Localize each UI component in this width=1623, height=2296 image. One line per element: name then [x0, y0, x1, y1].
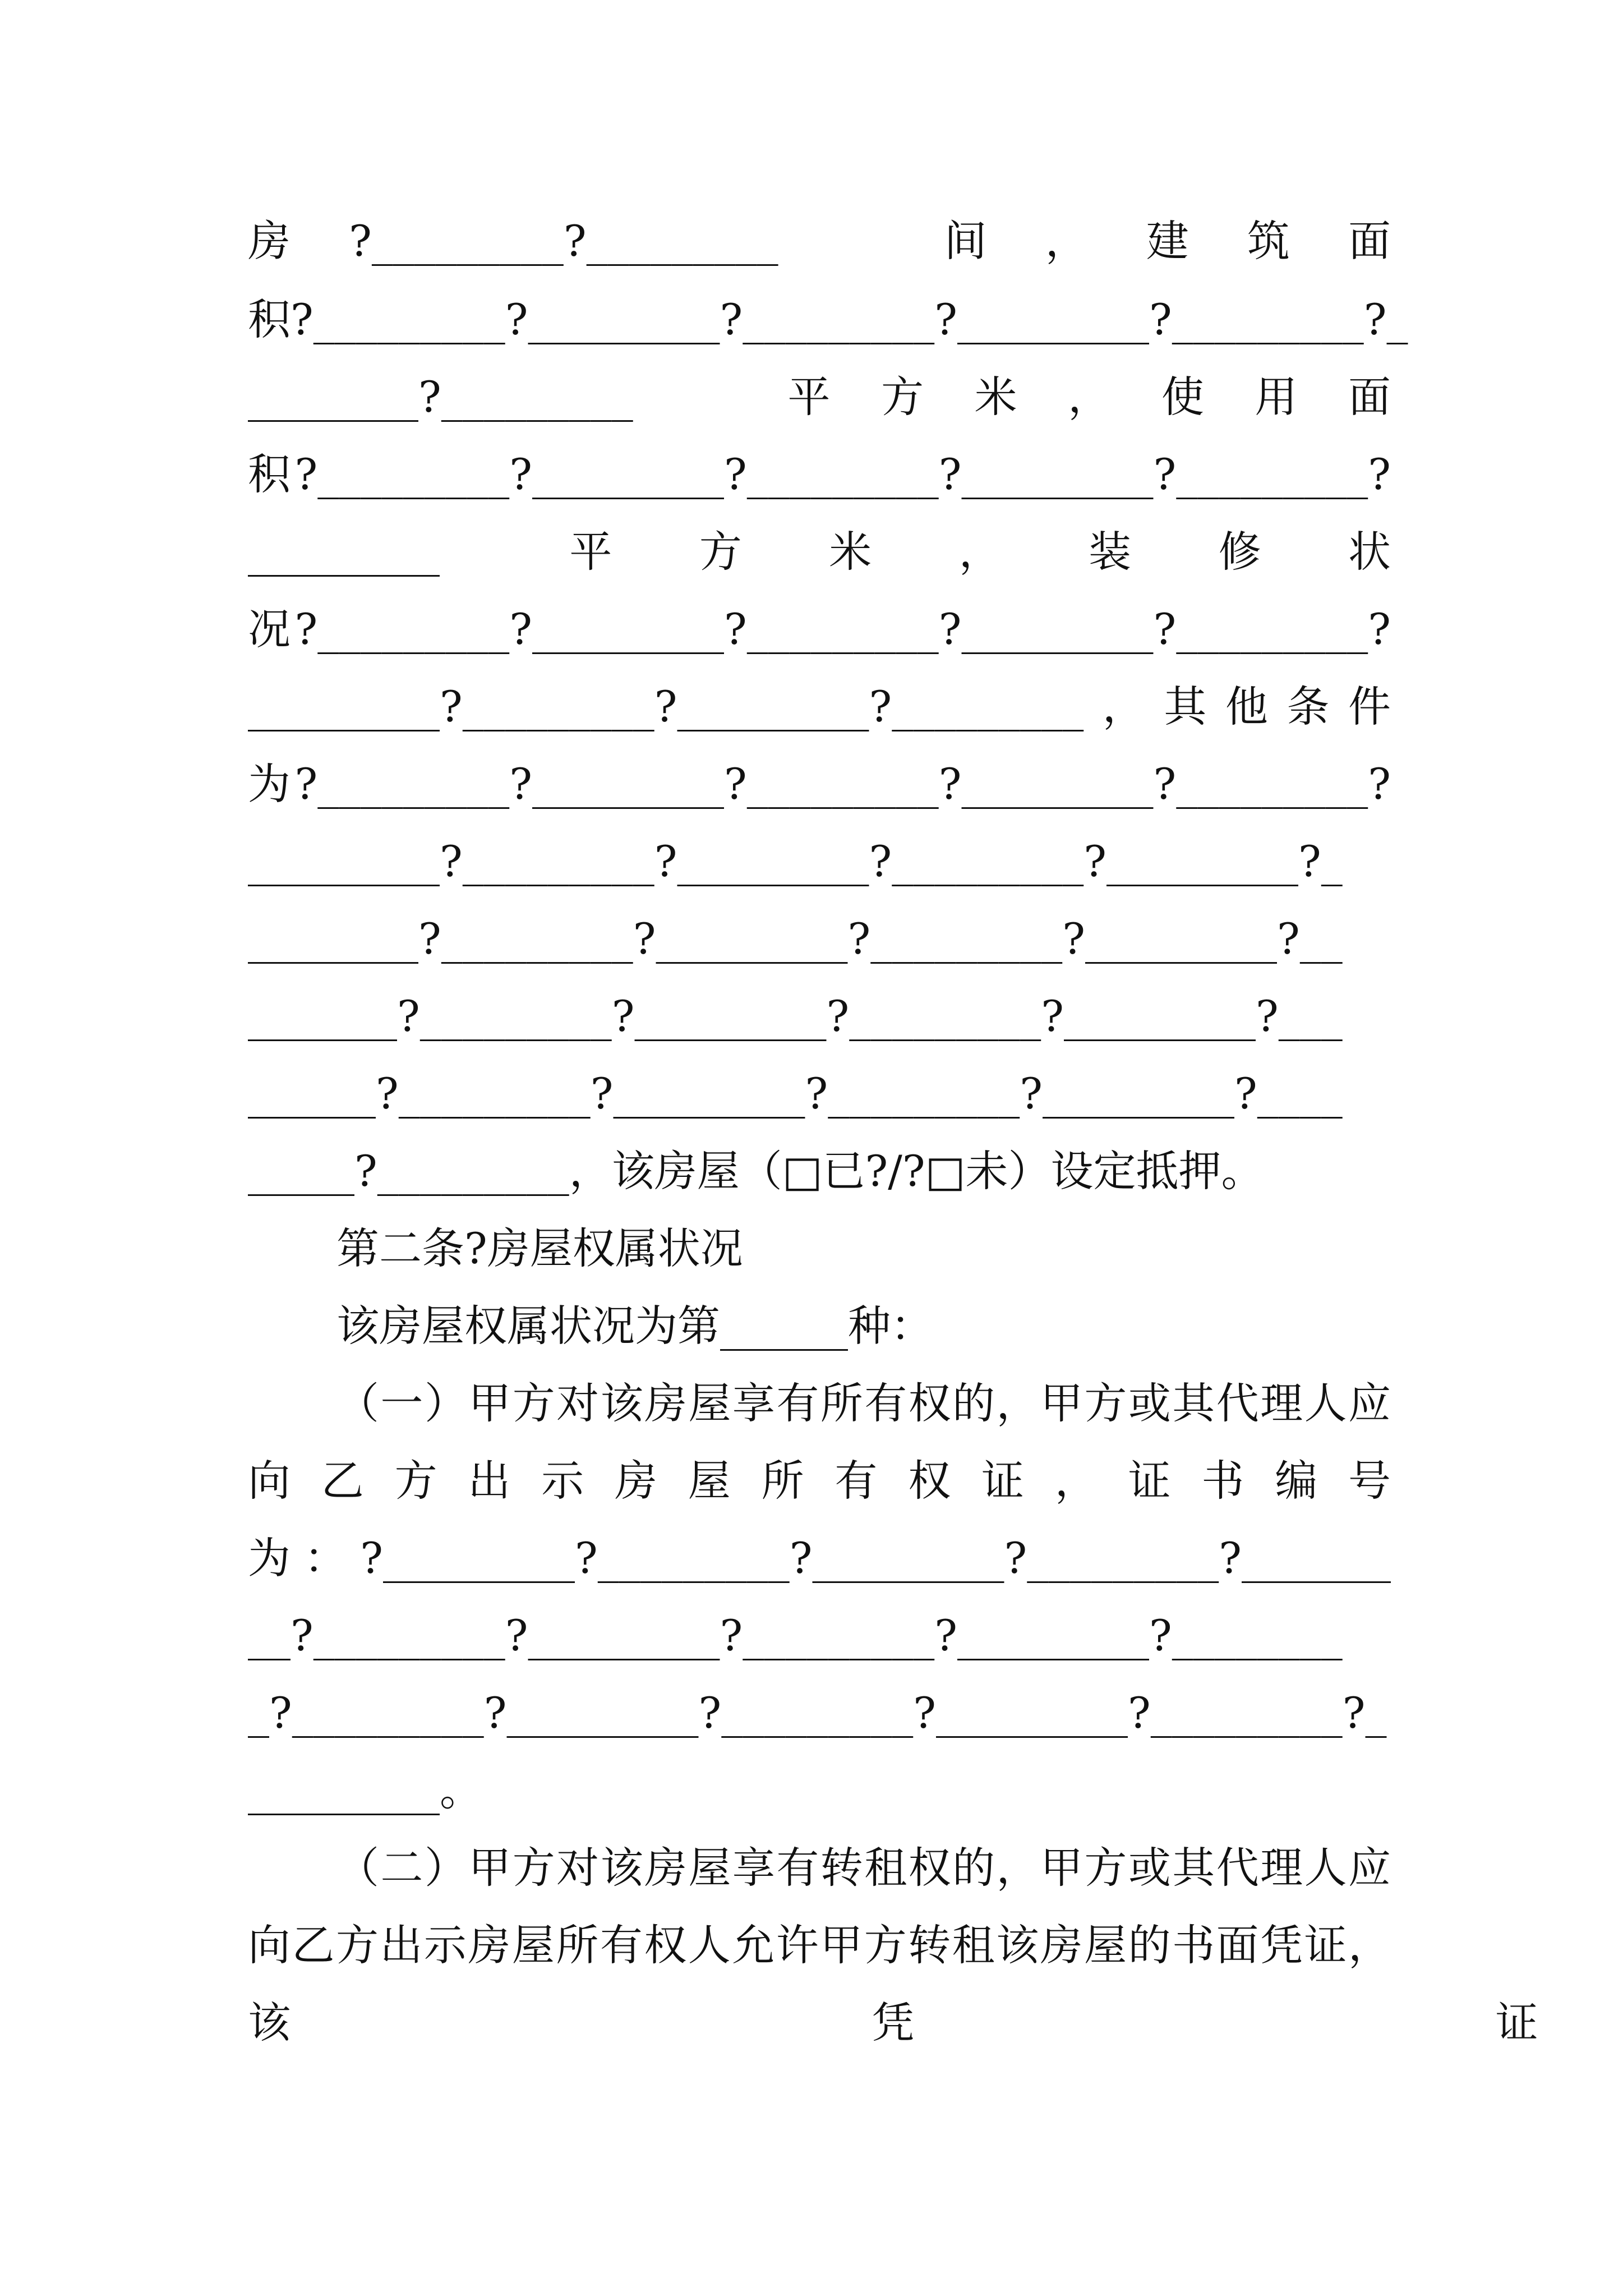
- text-line-11: _______?_________?_________?_________?_________?___: [248, 991, 1343, 1041]
- text-line-1: 房 ?_________?_________ 间 ， 建 筑 面: [248, 216, 1391, 266]
- text-line-21: _________。: [248, 1765, 482, 1815]
- text-line-12: ______?_________?_________?_________?_________?____: [248, 1069, 1343, 1119]
- text-line-18: 为：?_________?_________?_________?_________?_______: [248, 1533, 1391, 1583]
- text-line-24: 该 凭 证: [248, 1998, 1538, 2047]
- text-line-9: _________?_________?_________?_________?_________?_: [248, 836, 1343, 886]
- text-line-23: 向乙方出示房屋所有权人允许甲方转租该房屋的书面凭证，: [248, 1920, 1391, 1970]
- text-line-15: 该房屋权属状况为第______种：: [336, 1301, 933, 1351]
- text-line-17: 向 乙 方 出 示 房 屋 所 有 权 证 ， 证 书 编 号: [248, 1456, 1391, 1506]
- text-line-13: _____?_________，该房屋（□已?/?□未）设定抵押。: [248, 1146, 1264, 1196]
- text-line-4: 积?_________?_________?_________?_________?_________?: [248, 449, 1391, 499]
- text-line-5: _________ 平 方 米 ， 装 修 状: [248, 527, 1391, 577]
- text-line-16: （一）甲方对该房屋享有所有权的，甲方或其代理人应: [336, 1378, 1391, 1428]
- text-line-2: 积?_________?_________?_________?_________?_________?_: [248, 295, 1408, 344]
- text-line-22: （二）甲方对该房屋享有转租权的，甲方或其代理人应: [336, 1843, 1391, 1893]
- text-line-6: 况?_________?_________?_________?_________?_________?: [248, 604, 1391, 654]
- text-line-10: ________?_________?_________?_________?_________?__: [248, 914, 1343, 964]
- text-line-19: __?_________?_________?_________?_________?________: [248, 1611, 1343, 1660]
- text-line-7: _________?_________?_________?_________，其他条件: [248, 682, 1391, 731]
- section-heading: 第二条?房屋权属状况: [336, 1223, 743, 1273]
- text-line-8: 为?_________?_________?_________?_________?_________?: [248, 759, 1391, 809]
- text-line-20: _?_________?_________?_________?_________?_________?_: [248, 1688, 1387, 1738]
- text-line-3: ________?_________ 平 方 米 ， 使 用 面: [248, 372, 1391, 422]
